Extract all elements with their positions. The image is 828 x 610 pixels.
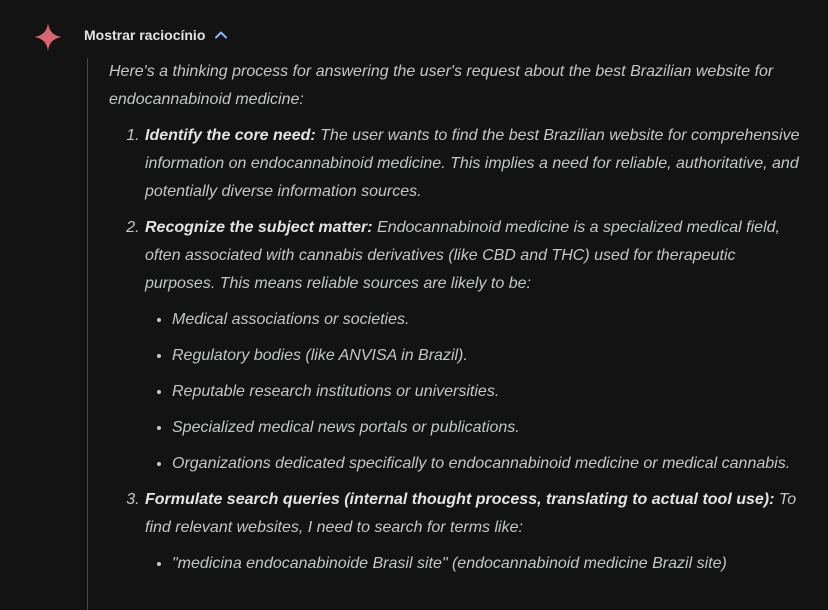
list-item: • Specialized medical news portals or publications. xyxy=(172,414,809,442)
step-bullet-list xyxy=(145,306,809,478)
reasoning-steps-list xyxy=(109,122,809,578)
step-title: Formulate search queries (internal thought process, translating to actual tool use): xyxy=(145,491,775,508)
step-text: Endocannabinoid medicine is a specialized medical field, often associated with cannabis derivatives (like CBD and THC) used for therapeutic purposes. This means reliable sources are likely to be: xyxy=(145,219,780,292)
reasoning-content xyxy=(109,58,809,586)
show-reasoning-label: Mostrar raciocínio xyxy=(84,27,206,43)
list-item: • Regulatory bodies (like ANVISA in Brazil). xyxy=(172,342,809,370)
step-title: Recognize the subject matter: xyxy=(145,219,373,236)
list-item: • Medical associations or societies. xyxy=(172,306,809,334)
list-item: • Organizations dedicated specifically to endocannabinoid medicine or medical cannabis. xyxy=(172,450,809,478)
reasoning-thread-line xyxy=(87,58,88,610)
list-item: • Reputable research institutions or universities. xyxy=(172,378,809,406)
chevron-up-icon[interactable] xyxy=(214,28,228,42)
reasoning-step-1 xyxy=(144,122,809,206)
gemini-sparkle-icon xyxy=(32,21,64,53)
reasoning-step-3 xyxy=(144,486,809,578)
reasoning-intro: Here's a thinking process for answering the user's request about the best Brazilian website for endocannabinoid medicine: xyxy=(109,63,774,108)
step-bullet-list xyxy=(145,550,809,578)
step-title: Identify the core need: xyxy=(145,127,316,144)
step-text: To find relevant websites, I need to search for terms like: xyxy=(145,491,797,536)
reasoning-step-2 xyxy=(144,214,809,478)
list-item: • "medicina endocanabinoide Brasil site" (endocannabinoid medicine Brazil site) xyxy=(172,550,809,578)
step-text: The user wants to find the best Brazilian website for comprehensive information on endocannabinoid medicine. This implies a need for reliable, authoritative, and potentially diverse information sources. xyxy=(145,127,800,200)
show-reasoning-toggle[interactable] xyxy=(84,27,228,43)
